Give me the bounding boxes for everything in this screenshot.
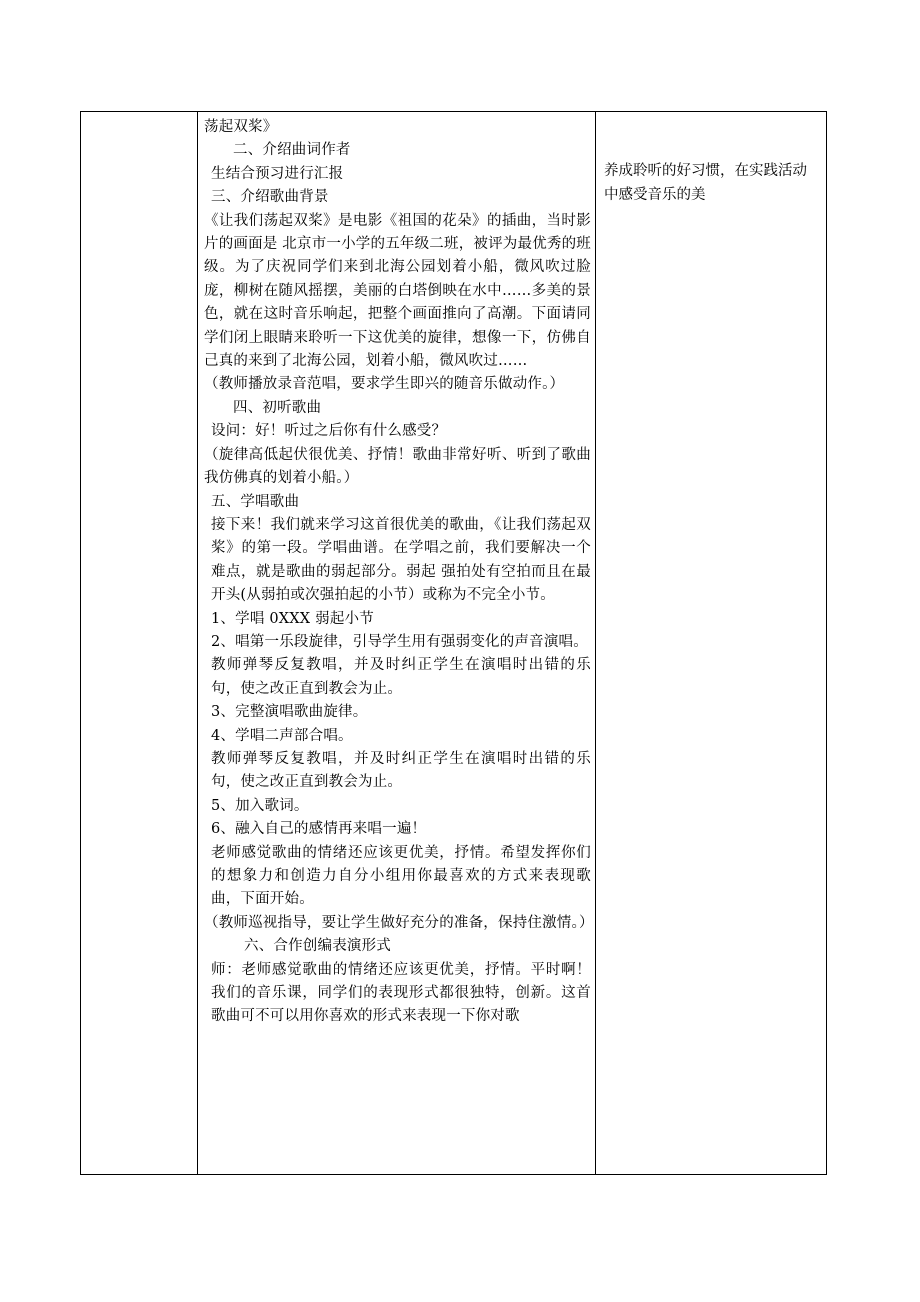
process-paragraph: 2、唱第一乐段旋律，引导学生用有强弱变化的声音演唱。 — [211, 633, 588, 650]
design-intent-cell — [596, 112, 827, 1175]
table-row — [81, 112, 827, 1175]
teaching-process-text — [198, 112, 595, 1029]
process-paragraph: 5、加入歌词。 — [211, 797, 309, 814]
design-intent-text: 养成聆听的好习惯，在实践活动中感受音乐的美 — [604, 163, 807, 203]
process-paragraph: 四、初听歌曲 — [233, 399, 322, 416]
process-paragraph: 老师感觉歌曲的情绪还应该更优美，抒情。希望发挥你们的想象力和创造力自分小组用你最喜欢的方式来表现歌曲，下面开始。 — [211, 844, 591, 908]
process-paragraph: 6、融入自己的感情再来唱一遍！ — [211, 821, 427, 838]
process-paragraph: 五、学唱歌曲 — [211, 493, 300, 510]
left-column-cell — [81, 112, 198, 1175]
process-paragraph: 3、完整演唱歌曲旋律。 — [211, 704, 368, 721]
teaching-process-cell — [198, 112, 596, 1175]
process-paragraph: 三、介绍歌曲背景 — [211, 189, 329, 206]
process-paragraph: 荡起双桨》 — [204, 119, 278, 135]
lesson-plan-table — [80, 111, 827, 1175]
process-paragraph: （教师巡视指导，要让学生做好充分的准备，保持住激情。） — [204, 914, 594, 931]
process-paragraph: 教师弹琴反复教唱，并及时纠正学生在演唱时出错的乐句，使之改正直到教会为止。 — [211, 750, 591, 791]
process-paragraph: 4、学唱二声部合唱。 — [211, 727, 353, 744]
process-paragraph: 教师弹琴反复教唱，并及时纠正学生在演唱时出错的乐句，使之改正直到教会为止。 — [211, 657, 591, 697]
process-paragraph: 师：老师感觉歌曲的情绪还应该更优美，抒情。平时啊！我们的音乐课，同学们的表现形式都很独特，创新。这首歌曲可不可以用你喜欢的形式来表现一下你对歌 — [211, 961, 591, 1025]
process-paragraph: （教师播放录音范唱，要求学生即兴的随音乐做动作。） — [204, 376, 565, 393]
process-paragraph: 生结合预习进行汇报 — [211, 165, 344, 182]
process-paragraph: （旋律高低起伏很优美、抒情！歌曲非常好听、听到了歌曲我仿佛真的划着小船。） — [204, 446, 591, 487]
process-paragraph: 《让我们荡起双桨》是电影《祖国的花朵》的插曲，当时影片的画面是 北京市一小学的五年级二班，被评为最优秀的班级。为了庆祝同学们来到北海公园划着小船，微风吹过脸庞，柳树在随风摇摆，美丽的白塔倒映在水中……多美的景色，就在这时音乐响起，把整个画面推向了高潮。下面请同学们闭上眼睛来聆听一下这优美的旋律，想像一下，仿佛自己真的来到了北海公园，划着小船，微风吹过…… — [204, 212, 592, 370]
process-paragraph: 接下来！我们就来学习这首很优美的歌曲，《让我们荡起双桨》的第一段。学唱曲谱。在学唱之前，我们要解决一个难点，就是歌曲的弱起部分。弱起 强拍处有空拍而且在最开头(从弱拍或次强拍起的小节）或称为不完全小节。 — [211, 516, 591, 604]
process-paragraph: 设问：好！听过之后你有什么感受？ — [211, 423, 447, 440]
process-paragraph: 1、学唱 0XXX 弱起小节 — [211, 610, 374, 627]
process-paragraph: 六、合作创编表演形式 — [244, 938, 391, 955]
process-paragraph: 二、介绍曲词作者 — [233, 142, 351, 159]
